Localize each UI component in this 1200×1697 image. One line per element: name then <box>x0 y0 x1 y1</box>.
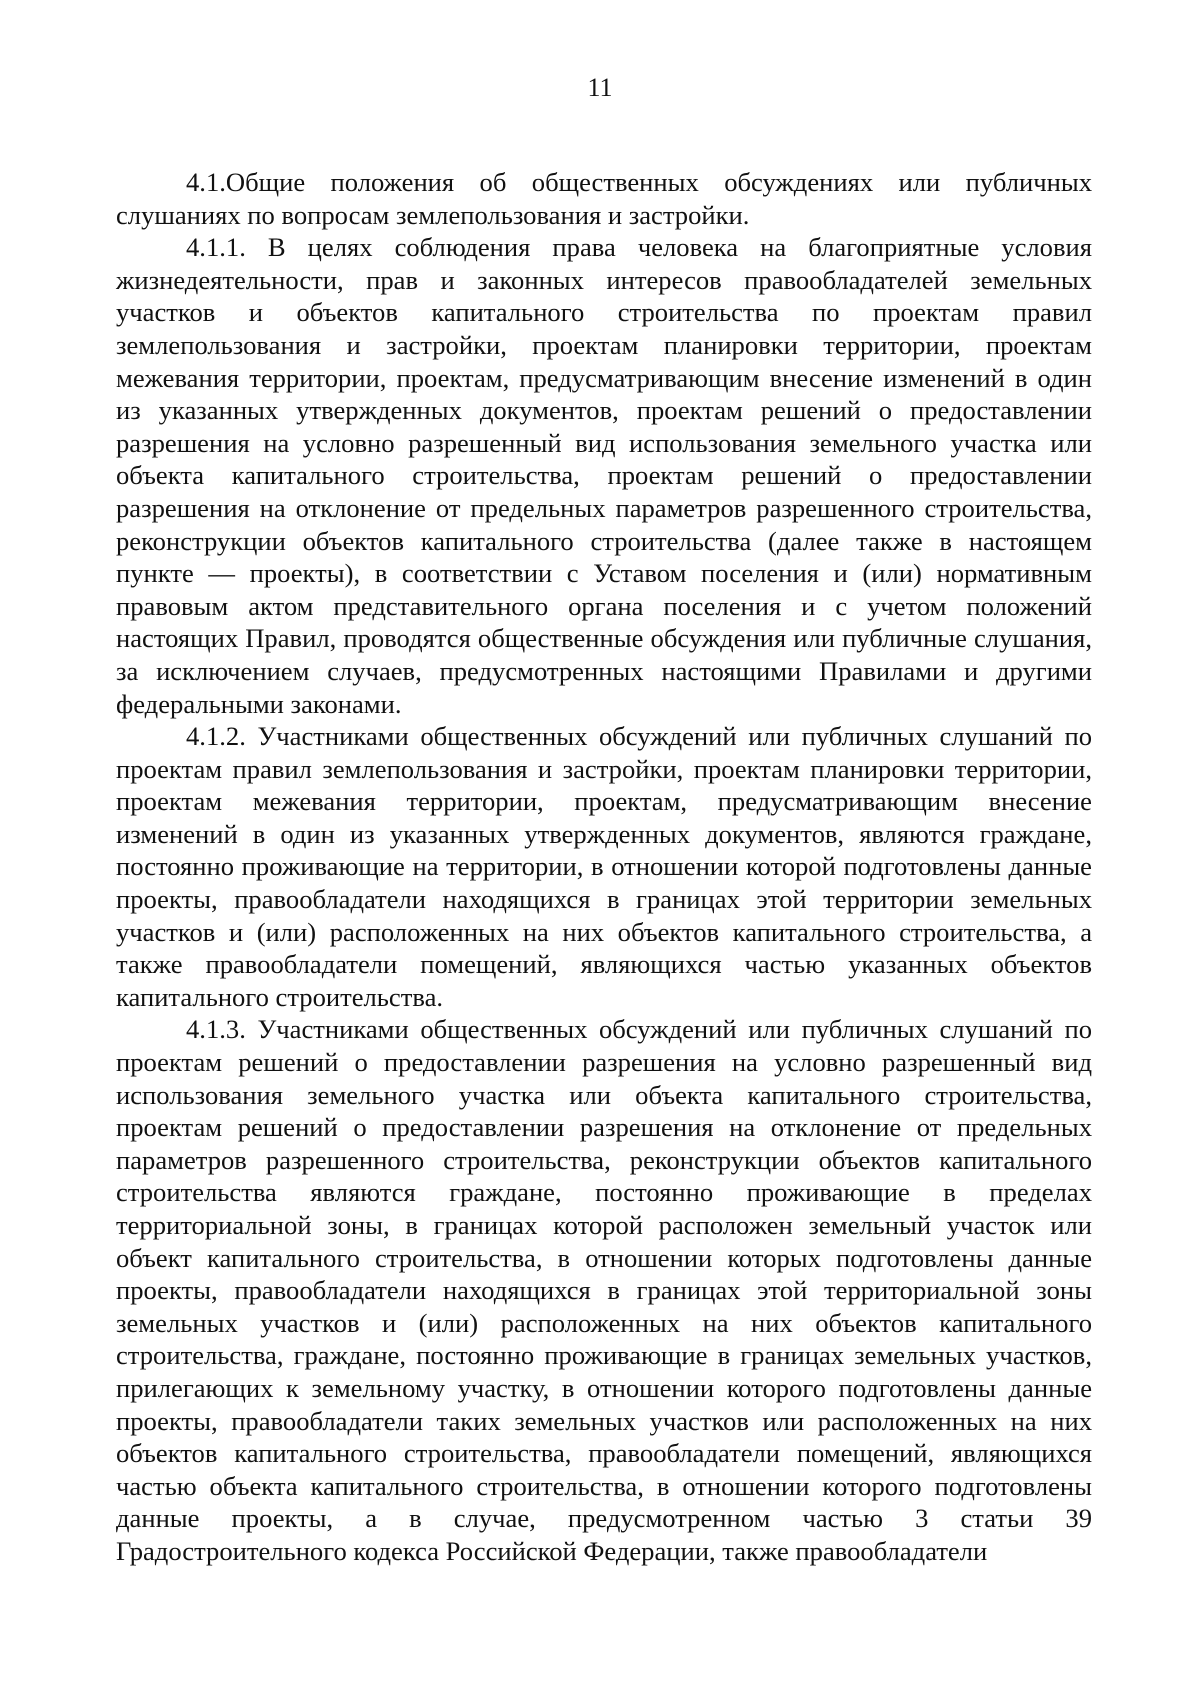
paragraph-4-1: 4.1.Общие положения об общественных обсуждениях или публичных слушаниях по вопросам землепользования и застройки. <box>116 167 1092 230</box>
paragraph-4-1-3: 4.1.3. Участниками общественных обсуждений или публичных слушаний по проектам решений о предоставлении разрешения на условно разрешенный вид использования земельного участка или объекта капитального строительства, проектам решений о предоставлении разрешения на отклонение от предельных параметров разрешенного строительства, реконструкции объектов капитального строительства являются граждане, постоянно проживающие в пределах территориальной зоны, в границах которой расположен земельный участок или объект капитального строительства, в отношении которых подготовлены данные проекты, правообладатели находящихся в границах этой территориальной зоны земельных участков и (или) расположенных на них объектов капитального строительства, граждане, постоянно проживающие в границах земельных участков, прилегающих к земельному участку, в отношении которого подготовлены данные проекты, правообладатели таких земельных участков или расположенных на них объектов капитального строительства, правообладатели помещений, являющихся частью объекта капитального строительства, в отношении которого подготовлены данные проекты, а в случае, предусмотренном частью 3 статьи 39 Градостроительного кодекса Российской Федерации, также правообладатели <box>116 1014 1092 1566</box>
paragraph-4-1-1: 4.1.1. В целях соблюдения права человека на благоприятные условия жизнедеятельности, прав и законных интересов правообладателей земельных участков и объектов капитального строительства по проектам правил землепользования и застройки, проектам планировки территории, проектам межевания территории, проектам, предусматривающим внесение изменений в один из указанных утвержденных документов, проектам решений о предоставлении разрешения на условно разрешенный вид использования земельного участка или объекта капитального строительства, проектам решений о предоставлении разрешения на отклонение от предельных параметров разрешенного строительства, реконструкции объектов капитального строительства (далее также в настоящем пункте — проекты), в соответствии с Уставом поселения и (или) нормативным правовым актом представительного органа поселения и с учетом положений настоящих Правил, проводятся общественные обсуждения или публичные слушания, за исключением случаев, предусмотренных настоящими Правилами и другими федеральными законами. <box>116 232 1092 719</box>
document-body <box>116 166 1092 1568</box>
paragraph-4-1-2: 4.1.2. Участниками общественных обсуждений или публичных слушаний по проектам правил землепользования и застройки, проектам планировки территории, проектам межевания территории, проектам, предусматривающим внесение изменений в один из указанных утвержденных документов, являются граждане, постоянно проживающие на территории, в отношении которой подготовлены данные проекты, правообладатели находящихся в границах этой территории земельных участков и (или) расположенных на них объектов капитального строительства, а также правообладатели помещений, являющихся частью указанных объектов капитального строительства. <box>116 721 1092 1012</box>
page-number: 11 <box>587 73 613 102</box>
